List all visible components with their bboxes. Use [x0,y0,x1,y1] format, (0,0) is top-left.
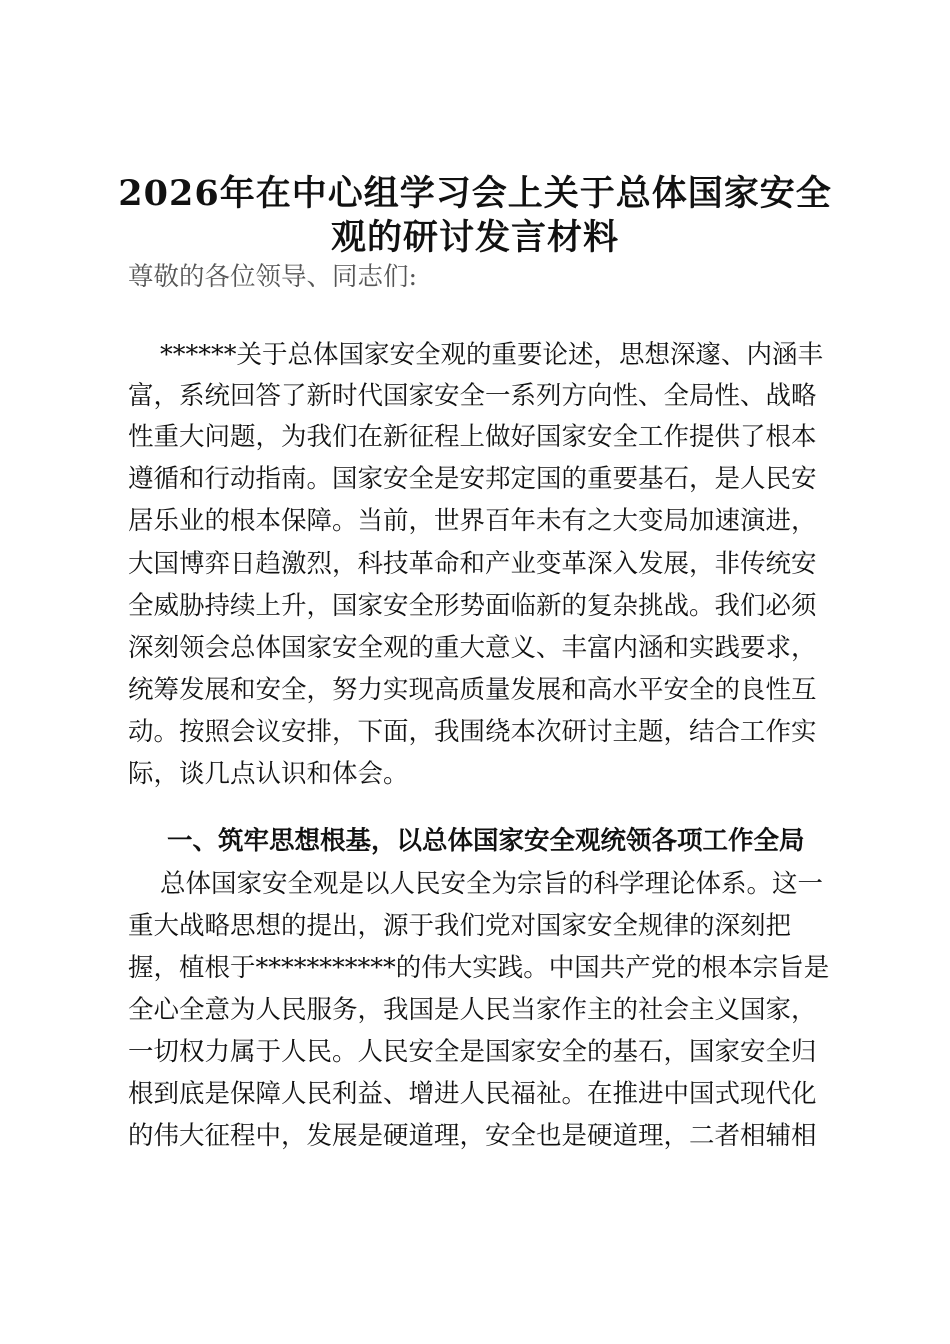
intro-line: 大国博弈日趋激烈，科技革命和产业变革深入发展，非传统安 [128,549,817,579]
document-title-line-1: 2026年在中心组学习会上关于总体国家安全 [118,173,832,214]
intro-line: 富，系统回答了新时代国家安全一系列方向性、全局性、战略 [128,381,817,411]
intro-line: 性重大问题，为我们在新征程上做好国家安全工作提供了根本 [128,422,817,452]
section-heading: 一、筑牢思想根基，以总体国家安全观统领各项工作全局 [167,826,805,856]
intro-line: 居乐业的根本保障。当前，世界百年未有之大变局加速演进， [128,506,817,536]
section-line: 总体国家安全观是以人民安全为宗旨的科学理论体系。这一 [160,869,824,899]
intro-line: 际，谈几点认识和体会。 [128,759,409,789]
section-line: 握，植根于***********的伟大实践。中国共产党的根本宗旨是 [128,953,830,983]
section-line: 根到底是保障人民利益、增进人民福祉。在推进中国式现代化 [128,1079,817,1109]
intro-line: 全威胁持续上升，国家安全形势面临新的复杂挑战。我们必须 [128,591,817,621]
intro-line: ******关于总体国家安全观的重要论述，思想深邃、内涵丰 [160,340,824,370]
section-line: 重大战略思想的提出，源于我们党对国家安全规律的深刻把 [128,911,792,941]
salutation: 尊敬的各位领导、同志们: [128,262,418,292]
section-line: 一切权力属于人民。人民安全是国家安全的基石，国家安全归 [128,1037,817,1067]
intro-line: 统筹发展和安全，努力实现高质量发展和高水平安全的良性互 [128,675,817,705]
document-title-line-2: 观的研讨发言材料 [330,217,619,258]
intro-line: 遵循和行动指南。国家安全是安邦定国的重要基石，是人民安 [128,464,817,494]
section-line: 的伟大征程中，发展是硬道理，安全也是硬道理，二者相辅相 [128,1121,817,1151]
section-line: 全心全意为人民服务，我国是人民当家作主的社会主义国家， [128,995,817,1025]
intro-line: 动。按照会议安排，下面，我围绕本次研讨主题，结合工作实 [128,717,817,747]
intro-line: 深刻领会总体国家安全观的重大意义、丰富内涵和实践要求， [128,633,817,663]
